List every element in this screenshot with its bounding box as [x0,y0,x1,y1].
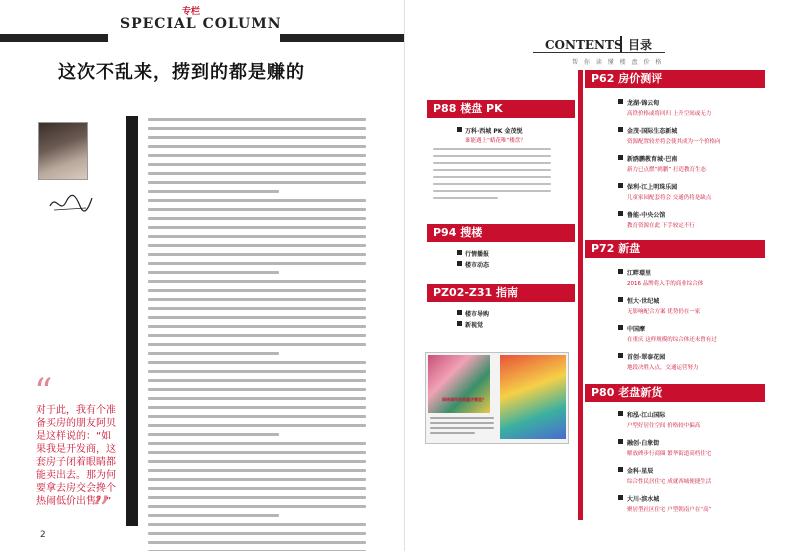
text-line [433,190,551,192]
entry-title: 龙湖·锦云甸 [627,100,660,107]
text-line [148,235,366,238]
toc-entry[interactable] [627,268,703,287]
collage-photo-left [428,355,490,413]
text-line [148,379,366,382]
text-line [148,361,366,364]
entry-p94-1[interactable]: 行情播报 [465,249,489,258]
toc-entry[interactable] [627,182,711,201]
bullet-icon [618,183,623,188]
entry-subtitle: 2016 品牌将入手的商业综合体 [627,281,704,287]
bullet-icon [618,467,623,472]
text-line [148,424,366,427]
toc-entry[interactable] [627,296,700,315]
author-photo [38,122,88,180]
section-header-p62[interactable]: P62 房价测评 [585,70,765,88]
entry-title: 保利·江上明珠乐园 [627,184,678,191]
toc-entry[interactable] [627,98,711,117]
text-line [148,271,279,274]
timeline-bar [578,70,583,520]
bullet-icon [457,321,462,326]
bullet-icon [618,155,623,160]
open-quote-icon: “ [34,372,53,413]
contents-title: CONTENTS [545,38,623,52]
toc-entry[interactable] [627,352,699,371]
text-line [148,163,366,166]
entry-title: 新鸥鹏教育城·巴南 [627,156,678,163]
text-line [148,154,366,157]
entry-title: 金茂·国际生态新城 [627,128,678,135]
entry-pz-1[interactable]: 楼市导购 [465,309,489,318]
page-number: 2 [40,530,46,540]
entry-subtitle: 聚居型社区住宅 户型朝南户在“高” [627,507,712,513]
bullet-icon [618,99,623,104]
text-line [148,208,366,211]
entry-p88-1[interactable]: 万科·西城 PK 金茂悦 谁能遇上“蜻花唯”楼盘？ [465,126,526,144]
entry-title: 融创·白象街 [627,440,660,447]
bullet-icon [457,127,462,132]
text-line [148,487,366,490]
text-line [148,181,366,184]
text-line [148,289,366,292]
entry-subtitle: 教育资源在此 下手较定不行 [627,223,695,229]
entry-subtitle: 地段决胜入点，交通运营努力 [627,365,699,371]
image-credit [148,512,368,524]
magazine-collage-image [425,352,569,444]
text-line [148,451,366,454]
entry-title: 金科·星辰 [627,468,654,475]
column-divider [126,116,138,526]
entry-title: 大川·滨水城 [627,496,660,503]
text-line [148,433,279,436]
text-line [148,217,366,220]
contents-rule [533,52,665,53]
bullet-icon [618,411,623,416]
entry-subtitle: 户型好居住空间 价格较中偏高 [627,423,701,429]
entry-title: 首创·翠泰花园 [627,354,666,361]
text-line [148,226,366,229]
collage-text [430,417,494,437]
entry-subtitle: 无影响配合方案 优势仍在一家 [627,309,701,315]
bullet-icon [618,325,623,330]
text-line [148,298,366,301]
text-line [148,118,366,121]
entry-subtitle: 新力已点燃“鸥鹏” 打造教育生态 [627,167,706,173]
text-line [148,352,279,355]
text-line [148,280,366,283]
text-line [148,469,366,472]
toc-entry[interactable] [627,466,711,485]
text-line [148,388,366,391]
p88-intro-text [433,148,551,204]
contents-tagline: 帮 你 读 懂 楼 盘 价 格 [572,59,664,66]
section-header-p88[interactable]: P88 楼盘 PK [427,100,575,118]
bullet-icon [618,211,623,216]
entry-title: 鲁能·中央公馆 [627,212,666,219]
text-line [148,532,366,535]
toc-entry[interactable] [627,410,700,429]
text-line [148,253,366,256]
entry-subtitle: 儿童家园配套将会 交通仍将是缺点 [627,195,712,201]
bullet-icon [457,250,462,255]
section-tag: 专栏 [182,7,201,17]
text-line [148,442,366,445]
entry-pz-2[interactable]: 新视觉 [465,320,483,329]
pull-quote: 对于此，我有个准备买房的朋友阿贝是这样说的：“如果我是开发商，这套房子闭着眼睛都能卖出去。那为何要拿去房交会搀个热闹低价出售？” [36,405,116,507]
collage-photo-right [500,355,566,439]
section-header-pz02[interactable]: PZ02-Z31 指南 [427,284,575,302]
article-headline: 这次不乱来，捞到的都是赚的 [58,62,305,83]
entry-title: 江畔璟里 [627,270,652,277]
text-line [148,505,366,508]
text-line [148,370,366,373]
bullet-icon [618,269,623,274]
text-line [148,343,366,346]
bullet-icon [618,127,623,132]
text-line [148,415,366,418]
text-line [148,478,366,481]
section-title: SPECIAL COLUMN [120,16,282,32]
entry-p94-2[interactable]: 楼市动态 [465,260,489,269]
section-header-p72[interactable]: P72 新盘 [585,240,765,258]
text-line [148,397,366,400]
author-signature [46,188,94,218]
text-line [148,541,366,544]
collage-title: 网络城市西南重庆哪里？ [442,397,486,402]
article-body [148,118,366,551]
text-line [148,496,366,499]
text-line [148,127,366,130]
entry-subtitle: 在重庆 这样规模的综合体还未曾有过 [627,337,717,343]
entry-title: 和泓·江山国际 [627,412,666,419]
toc-entry[interactable] [627,438,711,457]
text-line [433,148,551,150]
toc-entry[interactable] [627,126,721,145]
bullet-icon [457,261,462,266]
close-quote-icon: ” [92,490,111,531]
text-line [433,197,498,199]
text-line [148,244,366,247]
text-line [433,155,551,157]
entry-title: 中国摩 [627,326,646,333]
text-line [433,162,551,164]
text-line [148,325,366,328]
bullet-icon [618,353,623,358]
right-page [405,0,810,551]
text-line [148,199,366,202]
text-line [148,136,366,139]
entry-subtitle: 高铁价格或将回归 上升空间或无力 [627,111,712,117]
section-header-p94[interactable]: P94 搜楼 [427,224,575,242]
text-line [433,183,551,185]
entry-title: 恒大·世纪城 [627,298,660,305]
entry-subtitle: 资源配置较差将会使其成为一个价格向 [627,139,721,145]
entry-subtitle: 解放碑步行商圈 繁华街道高档住宅 [627,451,712,457]
text-line [148,145,366,148]
text-line [148,307,366,310]
text-line [148,172,366,175]
toc-entry[interactable] [627,494,711,513]
bullet-icon [618,439,623,444]
text-line [148,316,366,319]
text-line [148,334,366,337]
mulu-title: 目录 [620,36,652,53]
text-line [148,262,366,265]
text-line [148,406,366,409]
toc-entry[interactable] [627,154,706,173]
bullet-icon [618,495,623,500]
bullet-icon [618,297,623,302]
bullet-icon [457,310,462,315]
text-line [148,190,279,193]
toc-entry[interactable] [627,210,695,229]
entry-subtitle: 综合性民居住宅 成就西城便捷生活 [627,479,712,485]
text-line [433,169,551,171]
text-line [433,176,551,178]
toc-entry[interactable] [627,324,717,343]
section-header-p80[interactable]: P80 老盘新货 [585,384,765,402]
text-line [148,460,366,463]
